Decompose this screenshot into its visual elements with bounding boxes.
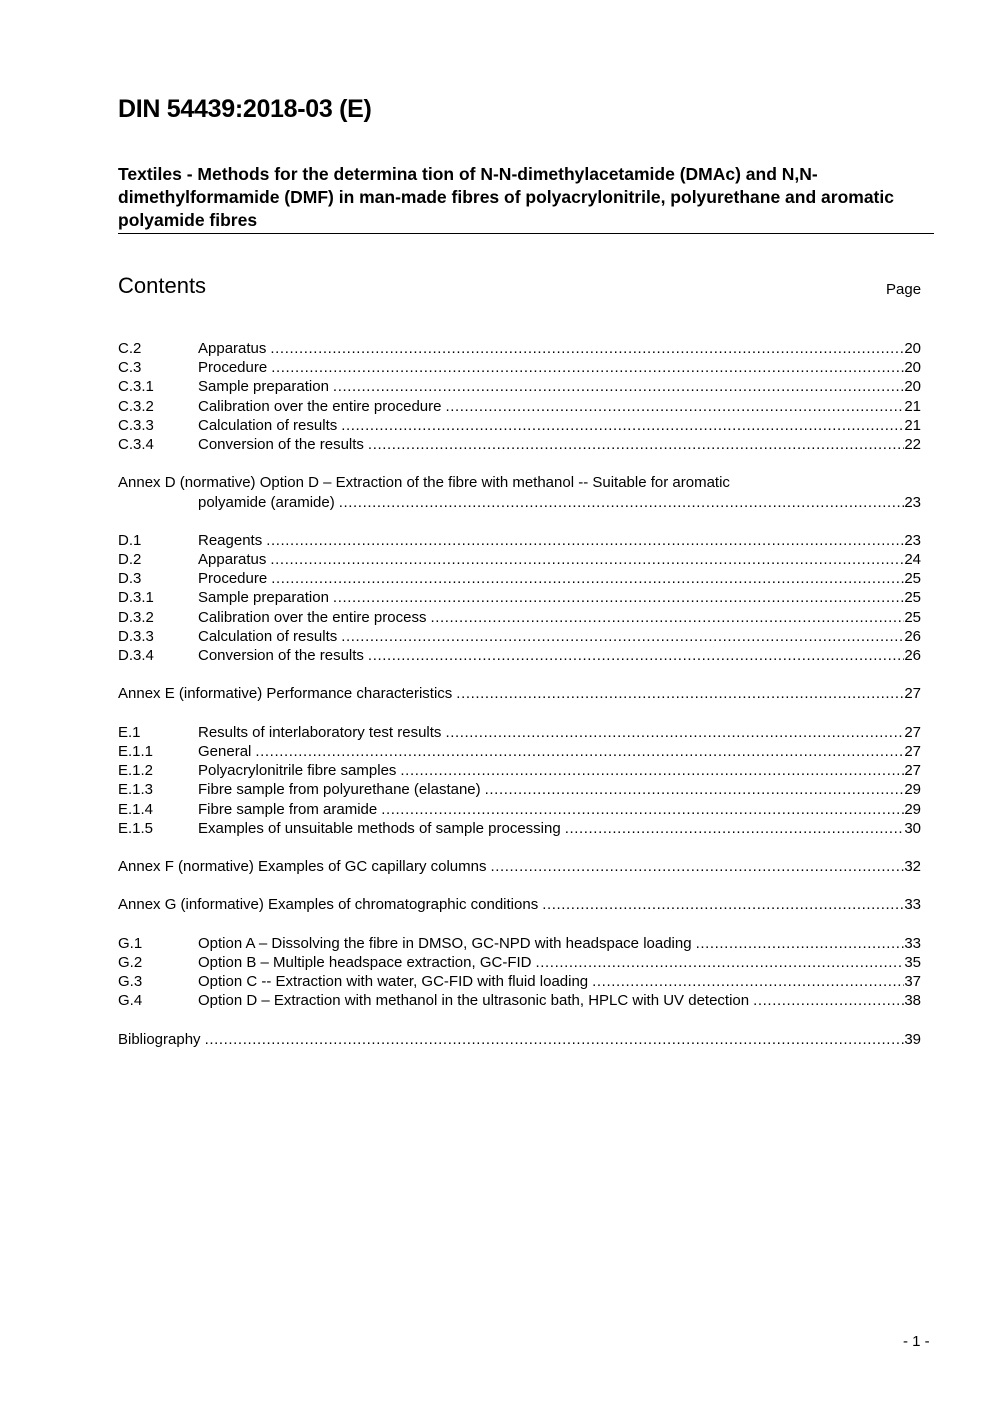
toc-entry[interactable] [118,742,921,761]
dot-leader [333,377,904,396]
dot-leader [542,895,904,914]
dot-leader [696,934,905,953]
toc-entry[interactable] [118,358,921,377]
toc-entry-number: E.1.2 [118,762,154,780]
toc-entry-number: G.2 [118,954,143,971]
toc-bibliography[interactable] [118,1030,921,1049]
toc-entry-title: Option B – Multiple headspace extraction, GC-FID [198,954,532,971]
title-rule [118,233,934,234]
toc-entry[interactable] [118,780,921,799]
toc-entry-page: 24 [904,551,921,569]
toc-entry-title: Option C -- Extraction with water, GC-FID with fluid loading [198,973,589,991]
toc-entry-number: C.3.4 [118,435,154,453]
toc-entry-title: Examples of unsuitable methods of sample processing [198,819,561,837]
toc-entry-page: 22 [904,435,921,453]
toc-entry-number: D.3 [118,570,142,588]
table-of-contents [118,339,921,1049]
toc-entry[interactable] [118,723,921,742]
toc-annex-page: 23 [904,493,921,511]
dot-leader [400,761,904,780]
dot-leader [445,723,904,742]
toc-entry-number: E.1 [118,723,141,741]
toc-entry-page: 27 [904,742,921,760]
dot-leader [270,339,904,358]
dot-leader [271,569,904,588]
toc-entry-page: 25 [904,589,921,607]
toc-entry-number: D.2 [118,551,142,569]
dot-leader [430,608,904,627]
toc-entry-number: C.2 [118,340,142,357]
toc-entry-page: 33 [904,934,921,952]
toc-entry-title: Calculation of results [198,416,338,434]
toc-annex-title: Bibliography [118,1030,201,1048]
page-number: - 1 - [903,1333,930,1350]
toc-entry-number: D.3.3 [118,627,154,645]
toc-entry-page: 29 [904,800,921,818]
dot-leader [490,857,904,876]
toc-entry-number: D.3.1 [118,589,154,607]
toc-entry-page: 21 [904,397,921,415]
toc-entry-number: E.1.1 [118,742,154,760]
toc-entry-page: 25 [904,608,921,626]
toc-entry-number: E.1.5 [118,819,154,837]
toc-entry-page: 27 [904,723,921,741]
toc-entry-title: Procedure [198,359,268,377]
toc-entry-number: D.3.2 [118,608,154,626]
toc-entry-title: Procedure [198,570,268,588]
document-title: Textiles - Methods for the determina tion of N-N-dimethylacetamide (DMAc) and N,N-dimethylformamide (DMF) in man-made fibres of polyacrylonitrile, polyurethane and aromatic polyamide fibres [118,164,894,230]
toc-entry-title: Conversion of the results [198,647,364,664]
toc-entry-number: G.4 [118,992,143,1010]
toc-entry-page: 20 [904,340,921,357]
dot-leader [333,588,904,607]
toc-entry[interactable] [118,339,921,358]
dot-leader [592,972,904,991]
toc-entry-title: Reagents [198,531,263,549]
toc-entry-title: Polyacrylonitrile fibre samples [198,762,397,780]
toc-entry[interactable] [118,800,921,819]
toc-annex-page: 33 [904,896,921,914]
dot-leader [271,358,904,377]
toc-entry-page: 38 [904,992,921,1010]
toc-entry-number: E.1.4 [118,800,154,818]
toc-entry-title: Sample preparation [198,589,329,607]
dot-leader [205,1030,905,1049]
toc-entry[interactable] [118,397,921,416]
toc-entry-number: E.1.3 [118,781,154,799]
toc-entry-title: Calibration over the entire procedure [198,397,442,415]
dot-leader [485,780,905,799]
toc-annex-title: Annex D (normative) Option D – Extraction of the fibre with methanol -- Suitable for aromatic [118,474,730,492]
toc-entry[interactable] [118,953,921,972]
toc-entry[interactable] [118,588,921,607]
toc-entry-title: Calibration over the entire process [198,608,427,626]
toc-annex-title-continued: polyamide (aramide) [198,493,335,511]
toc-entry-page: 26 [904,647,921,664]
toc-entry-number: G.3 [118,973,143,991]
contents-heading: Contents [118,273,207,298]
toc-entry[interactable] [118,531,921,550]
toc-entry[interactable] [118,569,921,588]
toc-annex-title: Annex F (normative) Examples of GC capillary columns [118,858,487,876]
dot-leader [341,627,904,646]
toc-entry-title: Apparatus [198,551,267,569]
dot-leader [270,550,904,569]
toc-entry-number: C.3.1 [118,378,154,396]
toc-entry-number: C.3.2 [118,397,154,415]
toc-entry[interactable] [118,608,921,627]
toc-entry-page: 29 [904,781,921,799]
toc-entry-number: G.1 [118,934,143,952]
dot-leader [381,800,904,819]
toc-entry-title: Apparatus [198,340,267,357]
document-id: DIN 54439:2018-03 (E) [118,95,372,123]
toc-annex-title: Annex E (informative) Performance characteristics [118,685,453,703]
toc-entry[interactable] [118,550,921,569]
toc-entry-title: Results of interlaboratory test results [198,723,442,741]
toc-annex-d[interactable] [118,473,921,511]
toc-annex-page: 32 [904,858,921,876]
toc-entry-title: Fibre sample from polyurethane (elastane) [198,781,481,799]
dot-leader [445,397,904,416]
toc-entry-title: Option D – Extraction with methanol in the ultrasonic bath, HPLC with UV detection [198,992,750,1010]
toc-entry[interactable] [118,435,921,454]
toc-annex-page: 39 [904,1030,921,1048]
toc-entry-page: 27 [904,762,921,780]
toc-annex-f[interactable] [118,857,921,876]
toc-entry-page: 26 [904,627,921,645]
dot-leader [339,493,905,512]
toc-entry-page: 37 [904,973,921,991]
toc-entry[interactable] [118,972,921,991]
toc-entry-page: 25 [904,570,921,588]
page-column-heading: Page [886,281,922,298]
dot-leader [753,991,904,1010]
toc-entry[interactable] [118,761,921,780]
toc-entry-title: Fibre sample from aramide [198,800,378,818]
toc-entry[interactable] [118,627,921,646]
toc-entry-page: 20 [904,378,921,396]
toc-annex-e[interactable] [118,684,921,703]
toc-annex-g[interactable] [118,895,921,914]
toc-entry-number: C.3 [118,359,142,377]
dot-leader [266,531,904,550]
toc-entry[interactable] [118,377,921,396]
dot-leader [255,742,904,761]
toc-entry-title: Calculation of results [198,627,338,645]
dot-leader [565,819,905,838]
toc-entry[interactable] [118,991,921,1010]
toc-entry-title: Conversion of the results [198,435,364,453]
toc-entry-page: 23 [904,531,921,549]
dot-leader [368,435,904,454]
dot-leader [341,416,904,435]
dot-leader [368,646,904,665]
dot-leader [456,684,904,703]
toc-annex-page: 27 [904,685,921,703]
toc-entry[interactable] [118,416,921,435]
toc-entry-title: Option A – Dissolving the fibre in DMSO, GC-NPD with headspace loading [198,934,692,952]
toc-entry-number: D.1 [118,531,142,549]
toc-entry-number: C.3.3 [118,416,154,434]
toc-entry[interactable] [118,646,921,665]
toc-entry-page: 20 [904,359,921,377]
toc-entry[interactable] [118,934,921,953]
toc-entry-title: General [198,742,252,760]
toc-entry-number: D.3.4 [118,647,154,664]
toc-annex-title: Annex G (informative) Examples of chromatographic conditions [118,896,539,914]
toc-entry[interactable] [118,819,921,838]
toc-entry-page: 35 [904,954,921,971]
toc-entry-page: 30 [904,819,921,837]
dot-leader [536,953,905,972]
toc-entry-title: Sample preparation [198,378,329,396]
toc-entry-page: 21 [904,416,921,434]
